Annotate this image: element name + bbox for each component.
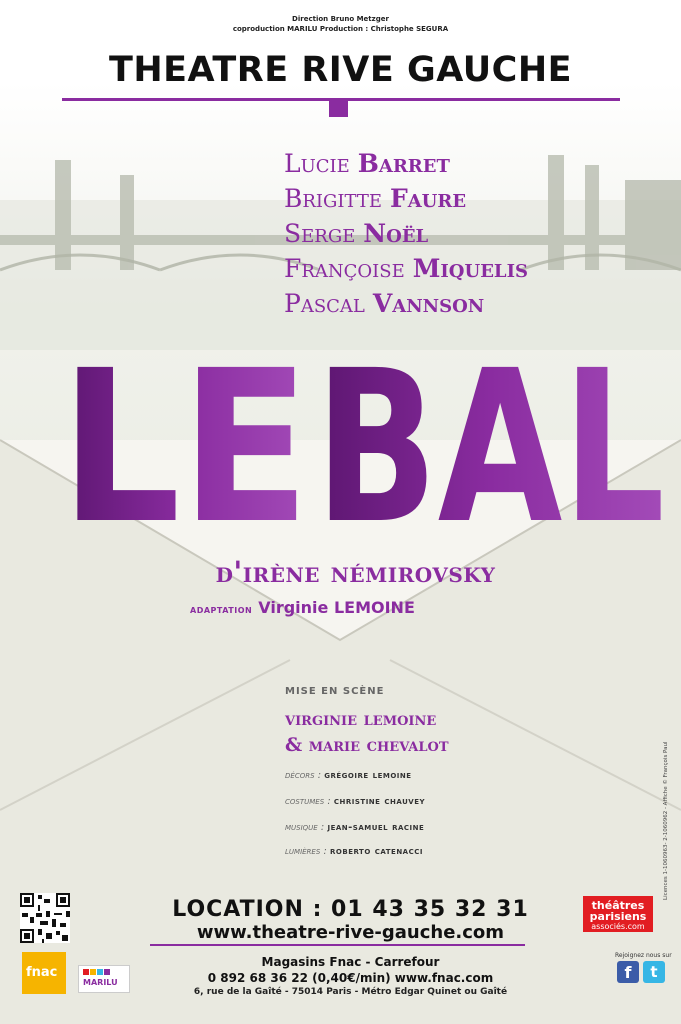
show-title xyxy=(60,340,680,540)
svg-text:Licences 1-1060963- 2-1060962: Licences 1-1060963- 2-1060962 - Affiche © François Paul xyxy=(663,741,669,900)
cast-list xyxy=(284,146,528,321)
fnac-phone-line: 0 892 68 36 22 (0,40€/min) www.fnac.com xyxy=(207,971,494,985)
adaptation-label: adaptation xyxy=(190,603,253,616)
credit-coproduction: coproduction MARILU Production : Christophe SEGURA xyxy=(232,25,449,33)
website-link[interactable]: www.theatre-rive-gauche.com xyxy=(196,922,505,943)
info-divider xyxy=(150,944,525,946)
author-line: d'irène némirovsky xyxy=(215,555,496,589)
credits-top xyxy=(0,14,681,34)
location-phone: LOCATION : 01 43 35 32 31 xyxy=(172,897,529,922)
svg-text:MARILU: MARILU xyxy=(83,978,118,987)
fnac-logo: fnac xyxy=(22,952,66,994)
cast-member: Serge Noël xyxy=(284,219,429,248)
crew-row: décors : grégoire lemoine xyxy=(285,770,412,781)
theatres-parisiens-logo: théâtres parisiens associés.com xyxy=(583,896,653,932)
director-1: virginie lemoine xyxy=(285,708,437,730)
legal-notice xyxy=(656,740,672,900)
venue-title: THEATRE RIVE GAUCHE xyxy=(108,50,573,90)
title-le: LE xyxy=(60,340,310,540)
credit-direction: Direction Bruno Metzger xyxy=(292,15,389,23)
adaptation-name: Virginie LEMOINE xyxy=(258,598,415,617)
staging-label: MISE EN SCÈNE xyxy=(285,686,385,697)
twitter-icon[interactable]: t xyxy=(643,961,665,983)
crew-row: lumières : roberto catenacci xyxy=(285,846,423,857)
cast-member: Pascal Vannson xyxy=(284,289,485,318)
shops-line: Magasins Fnac - Carrefour xyxy=(261,955,440,969)
facebook-icon[interactable]: f xyxy=(617,961,639,983)
address-line: 6, rue de la Gaîté - 75014 Paris - Métro Edgar Quinet ou Gaîté xyxy=(193,987,508,997)
director-2: & marie chevalot xyxy=(285,734,449,756)
venue-square-ornament xyxy=(329,98,348,117)
crew-row: costumes : christine chauvey xyxy=(285,796,426,807)
directors xyxy=(285,706,449,758)
cast-member: Lucie Barret xyxy=(284,149,450,178)
adaptation-line xyxy=(190,598,415,617)
title-bal: BAL xyxy=(315,340,665,540)
cast-member: Françoise Miquelis xyxy=(284,254,528,283)
follow-us-label: Rejoignez nous sur xyxy=(615,952,672,959)
crew-row: musique : jean-samuel racine xyxy=(285,822,425,833)
cast-member: Brigitte Faure xyxy=(284,184,467,213)
